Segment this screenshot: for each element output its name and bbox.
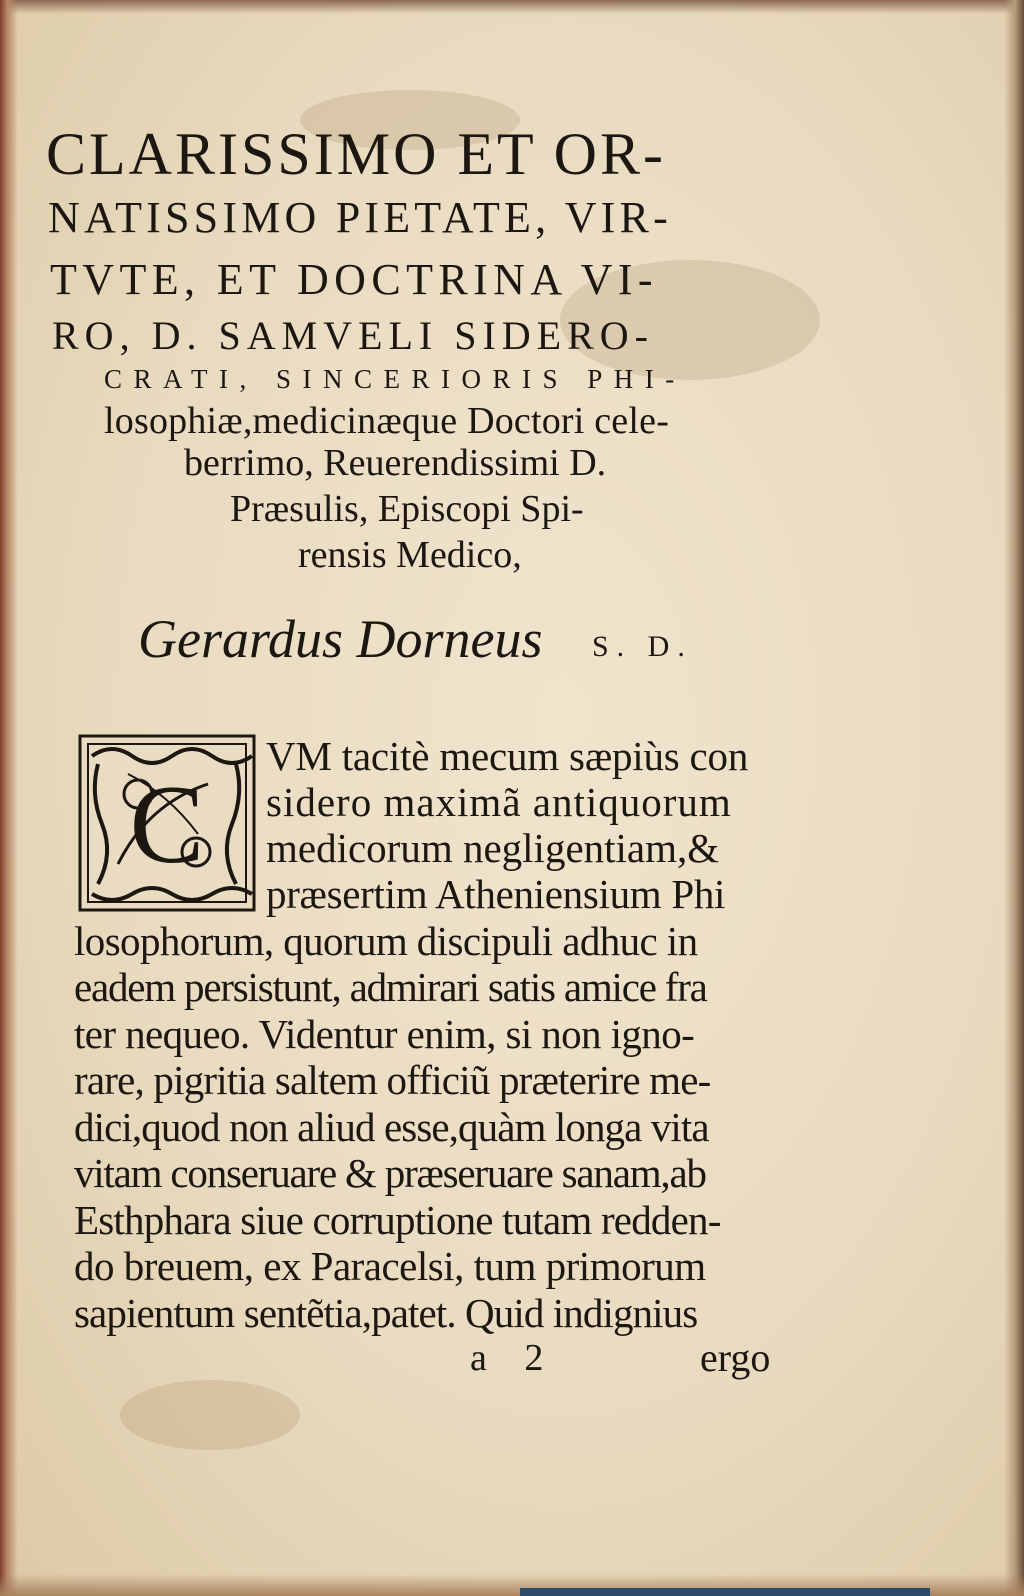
signature-mark: a 2 (470, 1337, 558, 1379)
body-line: medicorum negligentiam,& (266, 825, 720, 871)
body-line: rare, pigritia saltem officiũ præterire me- (74, 1057, 711, 1103)
decorated-initial (78, 734, 256, 912)
body-line: dici,quod non aliud esse,quàm longa vita (74, 1104, 709, 1150)
heading-line: TVTE, ET DOCTRINA VI- (50, 255, 658, 304)
body-line: ter nequeo. Videntur enim, si non igno- (74, 1011, 695, 1057)
initial-letter: C (129, 763, 205, 887)
catchword: ergo (700, 1335, 771, 1380)
body-line: eadem persistunt, admirari satis amice fra (74, 964, 707, 1010)
body-line: vitam conseruare & præseruare sanam,ab (74, 1150, 706, 1196)
heading-line: berrimo, Reuerendissimi D. (184, 442, 607, 484)
heading-line: Præsulis, Episcopi Spi- (230, 488, 584, 530)
author-name: Gerardus Dorneus (138, 609, 543, 669)
salutation: S. D. (592, 630, 693, 663)
foxing-spot (120, 1380, 300, 1450)
cover-strip (520, 1588, 930, 1596)
body-line: losophorum, quorum discipuli adhuc in (74, 918, 698, 964)
heading-line: NATISSIMO PIETATE, VIR- (48, 193, 672, 242)
heading-line: rensis Medico, (298, 534, 522, 576)
heading-line: RO, D. SAMVELI SIDERO- (52, 313, 654, 358)
page-edge-left (0, 0, 18, 1596)
body-line: do breuem, ex Paracelsi, tum primorum (74, 1243, 706, 1289)
heading-line: CLARISSIMO ET OR- (46, 121, 666, 187)
body-line: Esthphara siue corruptione tutam redden- (74, 1197, 721, 1243)
body-line: sidero maximã antiquorum (266, 779, 732, 825)
body-line: VM tacitè mecum sæpiùs con (266, 733, 749, 779)
body-line: sapientum sentẽtia,patet. Quid indignius (74, 1290, 698, 1336)
body-line: præsertim Atheniensium Phi (266, 871, 726, 917)
heading-line: CRATI, SINCERIORIS PHI- (104, 364, 686, 394)
page-edge-right (1004, 0, 1024, 1596)
heading-line: losophiæ,medicinæque Doctori cele- (104, 400, 670, 442)
page-edge-top (0, 0, 1024, 14)
